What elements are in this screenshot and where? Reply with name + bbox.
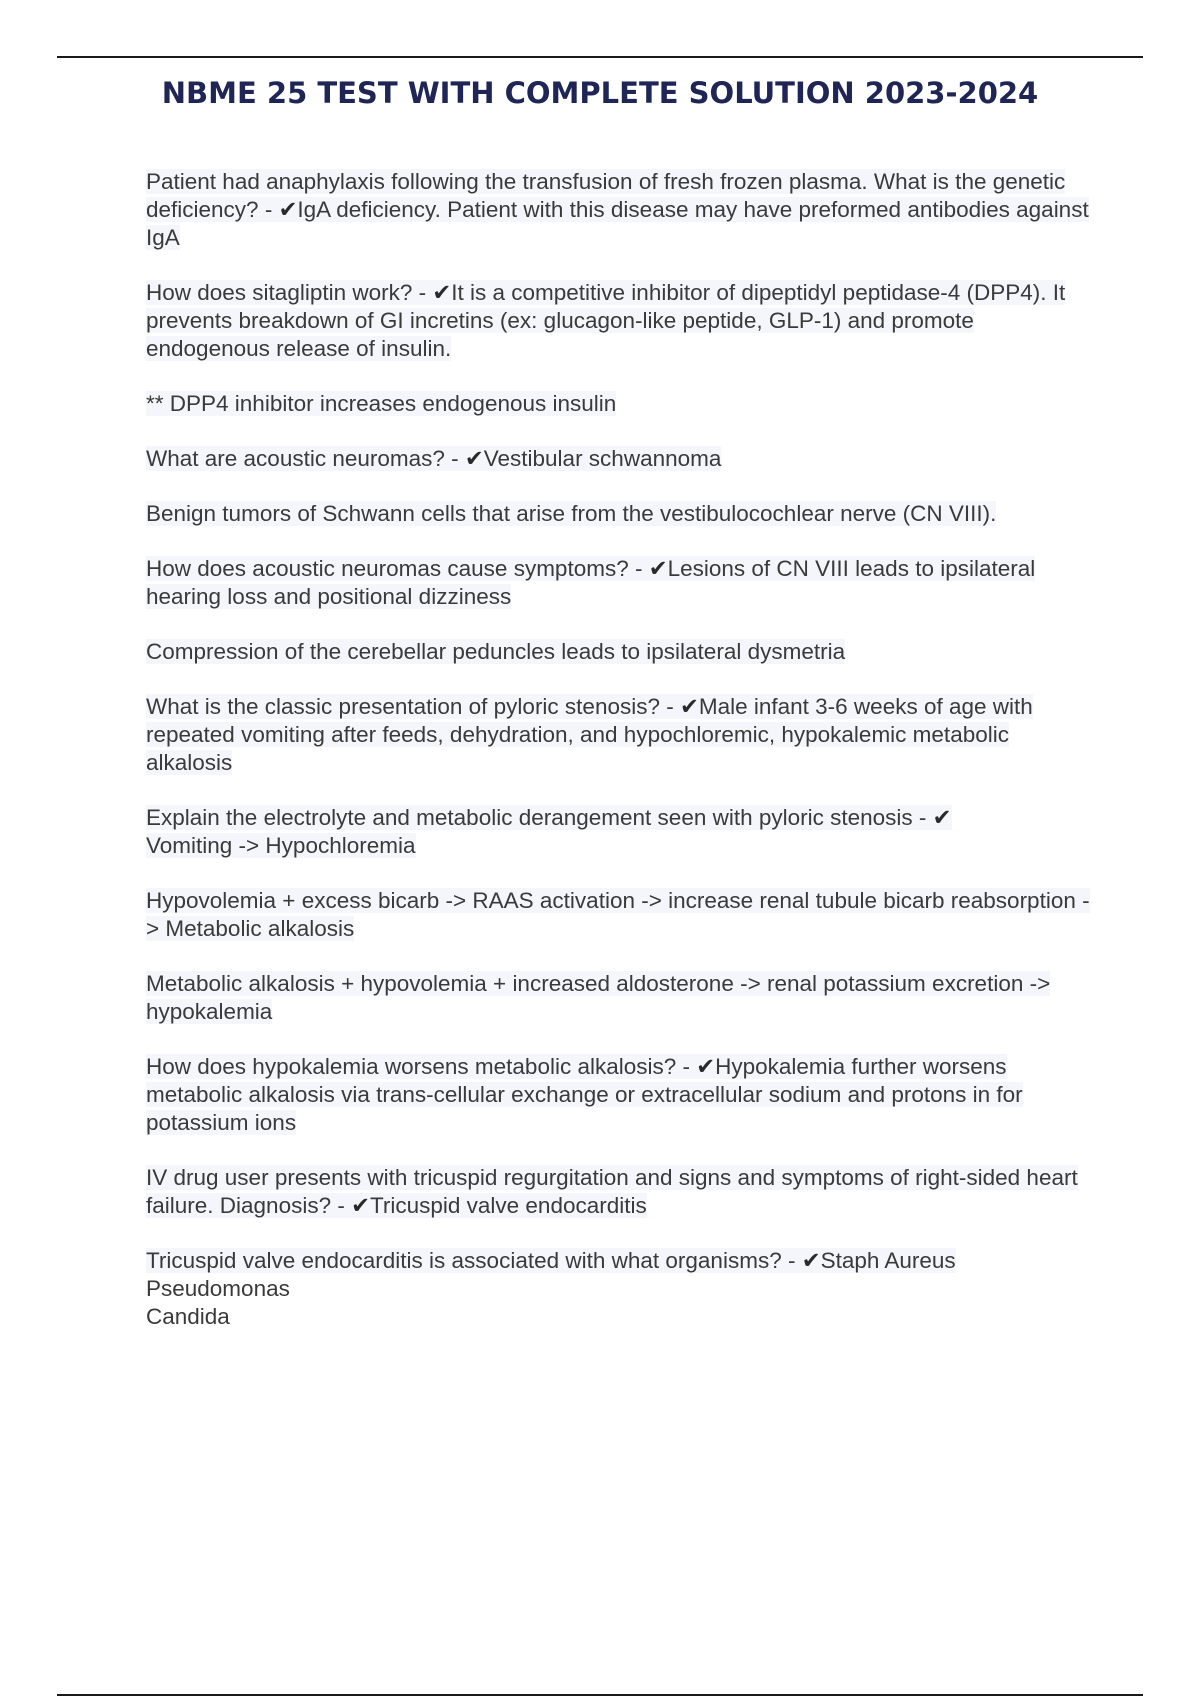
note-item <box>146 638 1096 666</box>
qa-item <box>146 693 1096 777</box>
check-icon: ✔ <box>648 556 668 581</box>
question-text: How does sitagliptin work? - <box>146 280 433 305</box>
qa-item <box>146 804 1096 860</box>
qa-item <box>146 168 1096 252</box>
qa-item <box>146 1247 1096 1331</box>
answer-text: IgA deficiency. Patient with this disease may have preformed antibodies against IgA <box>146 197 1089 250</box>
question-text: IV drug user presents with tricuspid regurgitation and signs and symptoms of right-sided heart failure. Diagnosis? - <box>146 1165 1078 1218</box>
note-text: Metabolic alkalosis + hypovolemia + increased aldosterone -> renal potassium excretion -> hypokalemia <box>146 971 1051 1024</box>
note-item <box>146 500 1096 528</box>
document-title: NBME 25 TEST WITH COMPLETE SOLUTION 2023-2024 <box>161 76 1039 110</box>
question-text: Explain the electrolyte and metabolic derangement seen with pyloric stenosis - <box>146 805 933 830</box>
check-icon: ✔ <box>432 280 452 305</box>
answer-text: Vomiting -> Hypochloremia <box>146 833 416 858</box>
note-item <box>146 390 1096 418</box>
check-icon: ✔ <box>351 1193 370 1218</box>
answer-text: It is a competitive inhibitor of dipeptidyl peptidase-4 (DPP4). It prevents breakdown of GI incretins (ex: glucagon-like peptide, GLP-1) and promote endogenous release of insulin. <box>146 280 1066 361</box>
answer-text: Vestibular schwannoma <box>483 446 722 471</box>
bottom-rule <box>57 1694 1143 1696</box>
check-icon: ✔ <box>801 1248 821 1273</box>
check-icon: ✔ <box>679 694 699 719</box>
qa-item <box>146 1053 1096 1137</box>
question-text: Tricuspid valve endocarditis is associated with what organisms? - <box>146 1248 802 1273</box>
question-text: How does acoustic neuromas cause symptoms? - <box>146 556 649 581</box>
qa-item <box>146 1164 1096 1220</box>
answer-extra-line: Pseudomonas <box>146 1276 290 1301</box>
note-text: Benign tumors of Schwann cells that arise from the vestibulocochlear nerve (CN VIII). <box>146 501 997 526</box>
answer-text: Male infant 3-6 weeks of age with repeated vomiting after feeds, dehydration, and hypochloremic, hypokalemic metabolic alkalosis <box>146 694 1033 775</box>
answer-text: Lesions of CN VIII leads to ipsilateral hearing loss and positional dizziness <box>146 556 1036 609</box>
note-item <box>146 887 1096 943</box>
note-text: ** DPP4 inhibitor increases endogenous insulin <box>146 391 617 416</box>
check-icon: ✔ <box>932 805 952 830</box>
note-text: Compression of the cerebellar peduncles leads to ipsilateral dysmetria <box>146 639 846 664</box>
answer-text: Staph Aureus <box>820 1248 956 1273</box>
question-text: What is the classic presentation of pyloric stenosis? - <box>146 694 680 719</box>
check-icon: ✔ <box>696 1054 716 1079</box>
check-icon: ✔ <box>278 197 298 222</box>
answer-text: Tricuspid valve endocarditis <box>369 1193 647 1218</box>
note-text: Hypovolemia + excess bicarb -> RAAS activation -> increase renal tubule bicarb reabsorption -> Metabolic alkalosis <box>146 888 1090 941</box>
question-text: Patient had anaphylaxis following the transfusion of fresh frozen plasma. What is the genetic deficiency? - <box>146 169 1066 222</box>
qa-item <box>146 279 1096 363</box>
top-rule <box>57 56 1143 58</box>
answer-extra-line: Candida <box>146 1304 230 1329</box>
question-text: What are acoustic neuromas? - <box>146 446 465 471</box>
answer-text: Hypokalemia further worsens metabolic alkalosis via trans-cellular exchange or extracellular sodium and protons in for potassium ions <box>146 1054 1023 1135</box>
note-item <box>146 970 1096 1026</box>
qa-item <box>146 555 1096 611</box>
document-body <box>146 168 1096 1358</box>
qa-item <box>146 445 1096 473</box>
question-text: How does hypokalemia worsens metabolic alkalosis? - <box>146 1054 697 1079</box>
check-icon: ✔ <box>464 446 484 471</box>
